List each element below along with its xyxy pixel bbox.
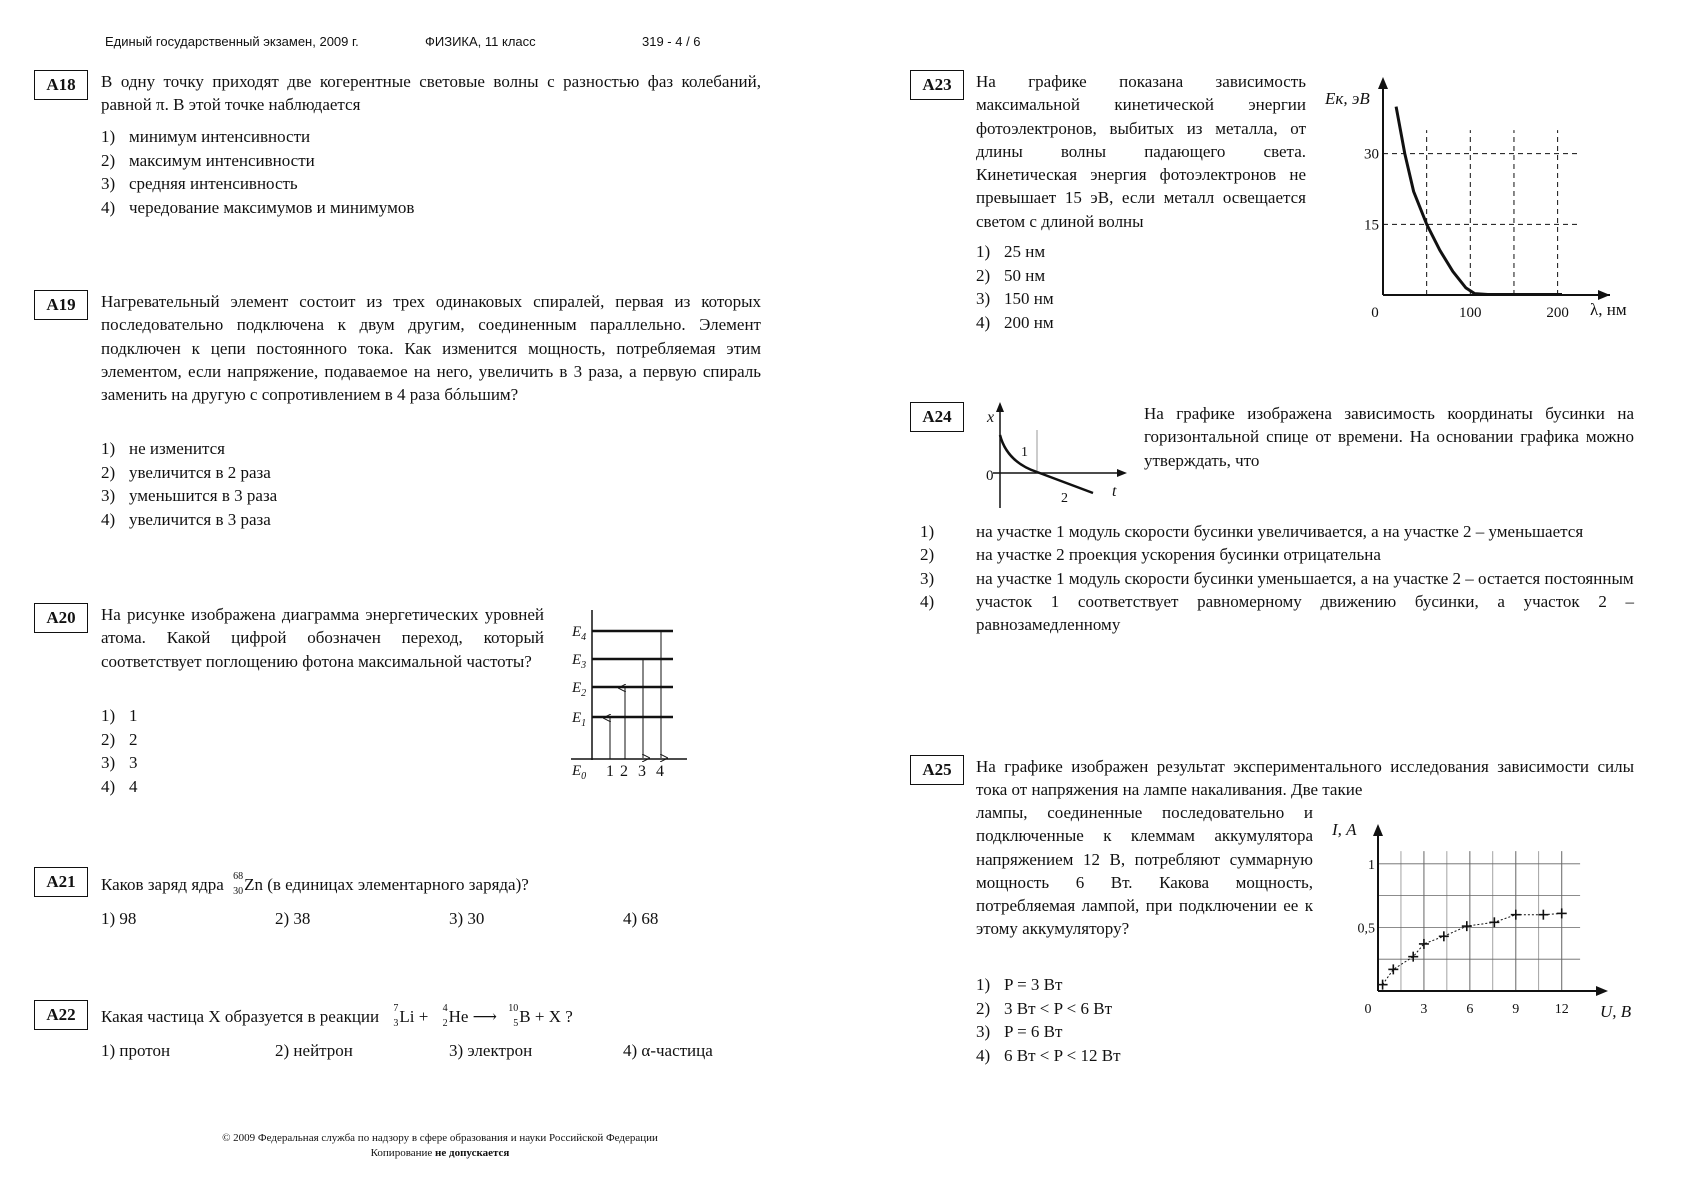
answer-option: 3) P = 6 Вт [976, 1022, 1063, 1041]
question-text: На графике изображена зависимость координаты бусинки на горизонтальной спице от времени. На основании графика можно утверждать, что [1144, 404, 1634, 470]
x-tick-label: 12 [1554, 1002, 1569, 1017]
y-tick-label: 30 [1364, 146, 1379, 163]
question-text: На рисунке изображена диаграмма энергетических уровней атома. Какой цифрой обозначен переход, который соответствует поглощению фотона максимальной частоты? [101, 605, 544, 671]
data-point [1511, 910, 1521, 920]
nuclide-li: 7 3 [393, 1003, 399, 1029]
page-number: 319 - 4 / 6 [642, 34, 701, 49]
coordinate-time-graph [985, 400, 1125, 510]
energy-level-diagram [565, 605, 695, 785]
y-tick-label: 0,5 [1357, 921, 1375, 937]
segment-2-label: 2 [1061, 491, 1068, 506]
curve-segment-1 [1000, 435, 1037, 472]
answer-option: 4) 4 [101, 776, 138, 796]
x-axis-label: λ, нм [1590, 300, 1627, 319]
origin-label: 0 [986, 468, 994, 484]
question-text: На графике показана зависимость максимальной кинетической энергии фотоэлектронов, выбитых из металла, от длины волны падающего света. Кинетическая энергия фотоэлектронов не превышает 15 эВ, если металл освещается светом с длиной волны [976, 72, 1306, 231]
y-tick-label: 1 [1368, 857, 1375, 873]
answer-option: 4) α-частица [623, 1041, 713, 1060]
answer-option: 3) 3 [101, 753, 138, 772]
transition-label-4: 4 [656, 763, 664, 780]
data-point [1538, 910, 1548, 920]
answer-option: 3) средняя интенсивность [101, 174, 298, 193]
transition-label-3: 3 [638, 763, 646, 780]
page-footer [160, 1131, 720, 1162]
question-text: Какая частица X образуется в реакции 7 3 Li + 4 2 He ⟶ 10 5 B + X ? [101, 1003, 573, 1029]
task-number: A21 [34, 867, 88, 897]
question-text-side: лампы, соединенные последовательно и подключенные к клеммам аккумулятора напряжением 12 В, потребляют суммарную мощность 6 Вт. Какова мощность, потребляемая лампой, при подключении ее к этому аккумулятору? [976, 803, 1313, 939]
y-axis-arrow [996, 402, 1004, 412]
answer-option: 1) P = 3 Вт [976, 975, 1063, 994]
task-number: A25 [910, 755, 964, 785]
answer-option: 1) не изменится [101, 439, 225, 458]
answer-option: 2) максимум интенсивности [101, 150, 315, 170]
segment-1-label: 1 [1021, 445, 1028, 460]
answer-options [101, 125, 414, 219]
task-number: A20 [34, 603, 88, 633]
copyright-line: © 2009 Федеральная служба по надзору в сфере образования и науки Российской Федерации [222, 1132, 658, 1144]
answer-option: 1) протон [101, 1041, 171, 1060]
y-tick-label: 15 [1364, 217, 1379, 234]
x-axis-arrow [1117, 469, 1127, 477]
nuclide-zn: 68 30 [233, 871, 244, 897]
x-axis-arrow [1596, 986, 1608, 996]
copy-notice: Копирование не допускается [370, 1147, 510, 1160]
task-number: A18 [34, 70, 88, 100]
data-point [1489, 917, 1499, 927]
level-e4-label: $E_4$ [572, 624, 587, 643]
level-e3-label: $E_3$ [572, 652, 587, 671]
x-tick-label: 200 [1546, 305, 1569, 321]
y-axis-label: I, А [1332, 820, 1357, 839]
level-e2-label: $E_2$ [572, 680, 587, 699]
question-text: Нагревательный элемент состоит из трех одинаковых спиралей, первая из которых последовательно подключена к двум другим, соединенным параллельно. Элемент подключен к цепи постоянного тока. Как изменится мощность, потребляемая этим элементом, если напряжение, подаваемое на него, увеличить в 3 раза, а первую спираль заменить на другую с сопротивлением в 4 раза бóльшим? [101, 292, 761, 405]
answer-option: 3) 30 [449, 909, 485, 928]
x-tick-label: 3 [1420, 1002, 1428, 1017]
answer-options [920, 520, 1634, 636]
question-text: Каков заряд ядра 68 30 Zn (в единицах элементарного заряда)? [101, 871, 529, 897]
y-axis-arrow [1378, 77, 1388, 89]
answer-option: 3) 150 нм [976, 289, 1054, 308]
x-tick-label: 0 [1364, 1002, 1372, 1017]
line-segment-2 [1037, 472, 1093, 493]
answer-option: 1) 98 [101, 909, 137, 928]
answer-option: 3) на участке 1 модуль скорости бусинки уменьшается, а на участке 2 – остается постоянным [920, 568, 1634, 588]
x-axis-arrow [1598, 290, 1610, 300]
x-axis-label: U, В [1600, 1002, 1632, 1021]
reaction-arrow: ⟶ [472, 1007, 498, 1026]
answer-options [101, 704, 138, 798]
task-number: A22 [34, 1000, 88, 1030]
x-tick-label: 9 [1512, 1002, 1520, 1017]
answer-option: 2) 50 нм [976, 265, 1046, 285]
transition-label-2: 2 [620, 763, 628, 780]
y-axis-arrow [1373, 824, 1383, 836]
data-point [1388, 964, 1398, 974]
answer-option: 1) 1 [101, 706, 138, 725]
exam-title: Единый государственный экзамен, 2009 г. [105, 34, 359, 49]
answer-option: 4) чередование максимумов и минимумов [101, 197, 415, 217]
answer-option: 1) 25 нм [976, 242, 1046, 261]
answer-options [976, 973, 1121, 1067]
current-voltage-chart [1330, 818, 1650, 1028]
y-axis-label: Eк, эВ [1325, 89, 1370, 108]
task-number: A19 [34, 290, 88, 320]
task-number: A23 [910, 70, 964, 100]
answer-option: 3) электрон [449, 1041, 533, 1060]
answer-option: 3) уменьшится в 3 раза [101, 486, 278, 505]
answer-option: 2) 38 [275, 909, 311, 928]
answer-option: 1) на участке 1 модуль скорости бусинки увеличивается, а на участке 2 – уменьшается [920, 522, 1584, 541]
energy-curve [1396, 107, 1562, 295]
answer-option: 4) 6 Вт < P < 12 Вт [976, 1045, 1121, 1065]
answer-options [101, 437, 277, 531]
nuclide-b: 10 5 [508, 1003, 519, 1029]
data-point [1378, 980, 1388, 990]
answer-option: 2) 3 Вт < P < 6 Вт [976, 998, 1113, 1018]
answer-option: 2) на участке 2 проекция ускорения бусинки отрицательна [920, 545, 1381, 565]
answer-option: 4) 68 [623, 909, 659, 928]
question-text-top: На графике изображен результат экспериментального исследования зависимости силы тока от напряжения на лампе накаливания. Две такие [976, 757, 1634, 800]
x-tick-label: 0 [1371, 305, 1379, 321]
level-e0-label: $E_0$ [572, 763, 587, 782]
answer-option: 2) нейтрон [275, 1041, 353, 1060]
level-e1-label: $E_1$ [572, 710, 587, 729]
subject-title: ФИЗИКА, 11 класс [425, 34, 536, 49]
y-axis-label: x [987, 409, 995, 426]
answer-options [101, 907, 741, 931]
task-number: A24 [910, 402, 964, 432]
answer-option: 4) участок 1 соответствует равномерному движению бусинки, а участок 2 – равнозамедленному [920, 591, 1634, 635]
answer-option: 2) 2 [101, 729, 138, 749]
answer-option: 4) увеличится в 3 раза [101, 509, 271, 529]
answer-option: 4) 200 нм [976, 312, 1054, 332]
trend-curve [1383, 913, 1562, 984]
x-tick-label: 6 [1466, 1002, 1474, 1017]
answer-option: 1) минимум интенсивности [101, 127, 311, 146]
answer-option: 2) увеличится в 2 раза [101, 462, 271, 482]
data-point [1439, 931, 1449, 941]
x-axis-label: t [1112, 483, 1117, 500]
transition-label-1: 1 [606, 763, 614, 780]
x-tick-label: 100 [1459, 305, 1482, 321]
question-text: В одну точку приходят две когерентные световые волны с разностью фаз колебаний, равной π. В этой точке наблюдается [101, 72, 761, 115]
data-point [1408, 952, 1418, 962]
nuclide-he: 4 2 [442, 1003, 448, 1029]
data-point [1557, 908, 1567, 918]
answer-options [101, 1039, 741, 1063]
answer-options [976, 240, 1054, 334]
kinetic-energy-chart [1320, 75, 1650, 325]
